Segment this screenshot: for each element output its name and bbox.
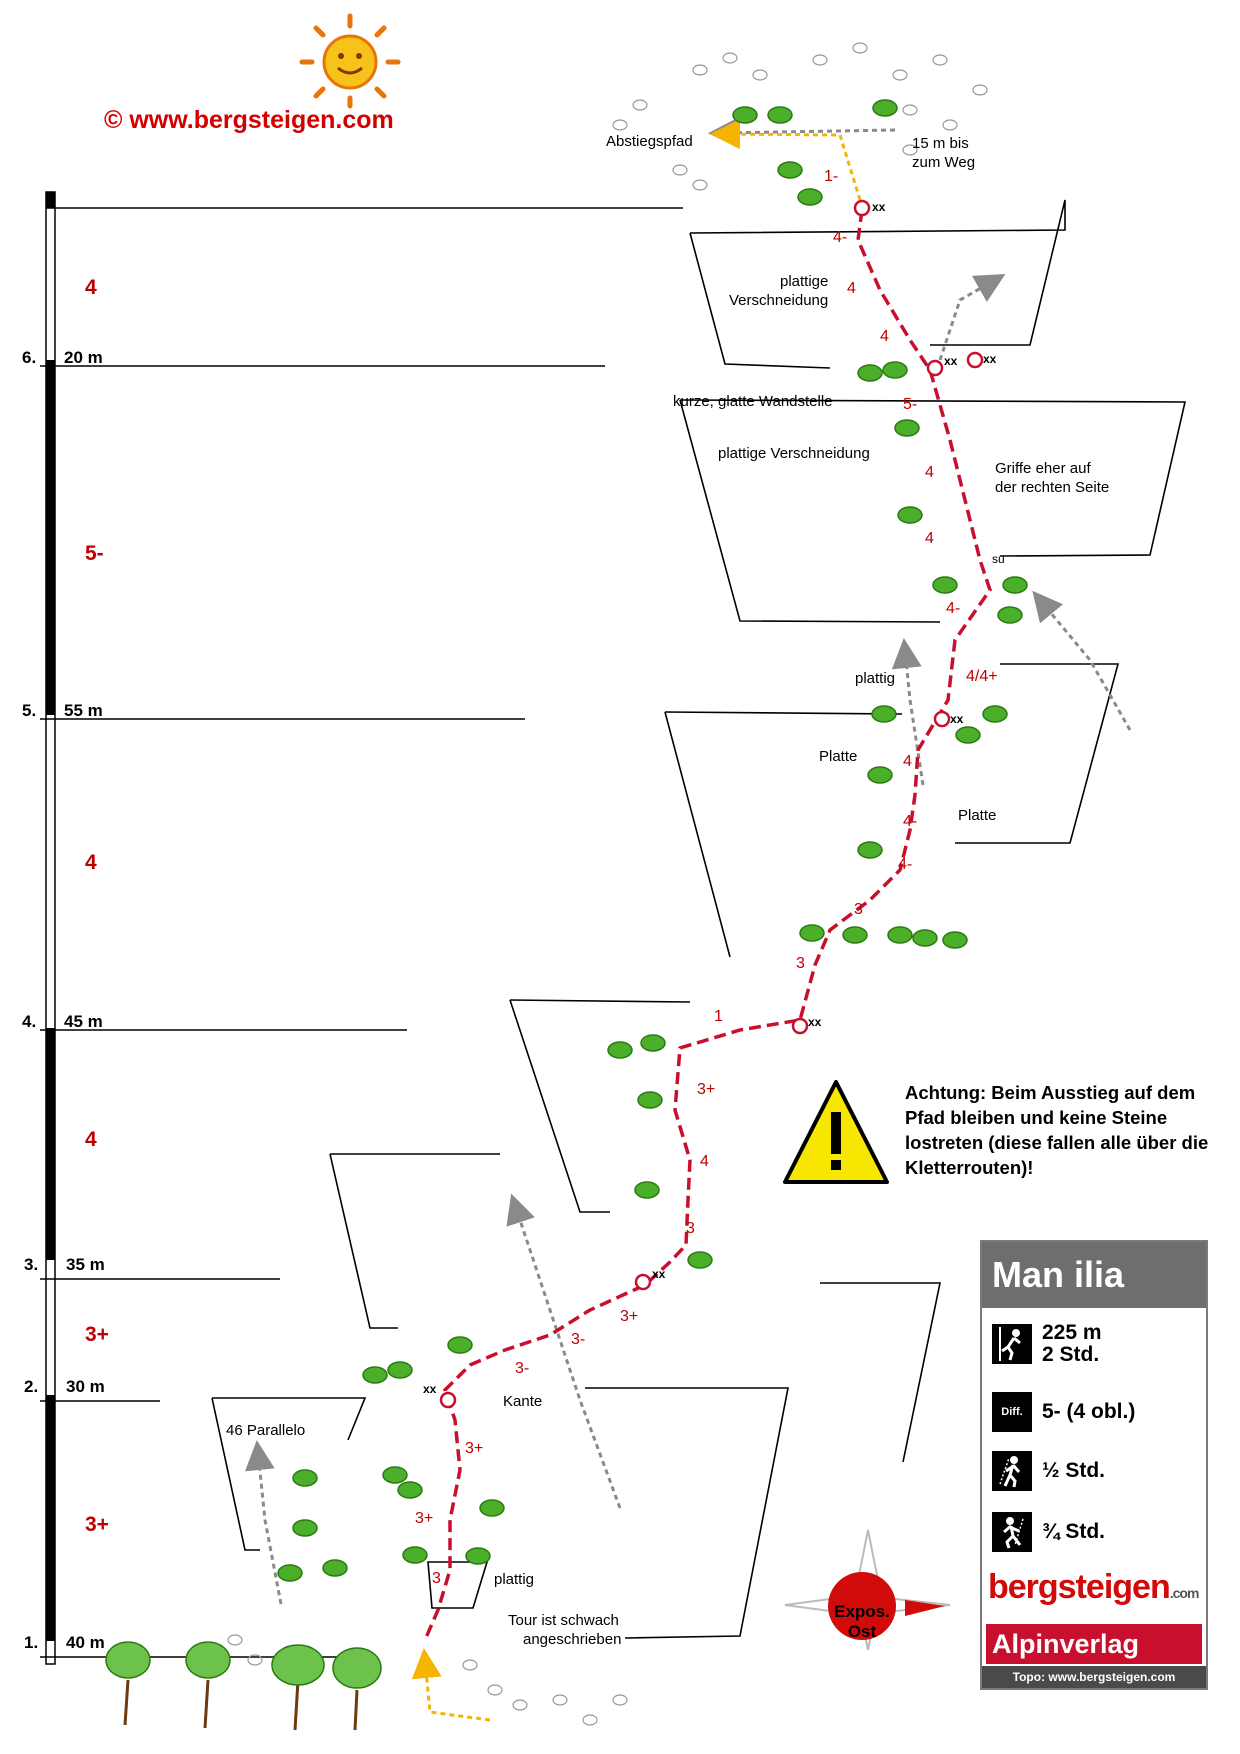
label-platte-right: Platte — [958, 807, 997, 824]
route-grade: 4 — [880, 328, 889, 345]
label-to-path-line1: 15 m bis — [912, 135, 969, 152]
pitch-length-3: 35 m — [66, 1255, 105, 1274]
route-grade: 1- — [824, 168, 839, 185]
exposure-direction: Ost — [847, 1622, 877, 1641]
pitch-number-1: 1. — [24, 1633, 39, 1652]
route-grade: 3 — [854, 901, 863, 918]
approach-row — [992, 1449, 1105, 1493]
route-grade: 4- — [946, 600, 961, 617]
anchor-label: xx — [872, 200, 886, 214]
route-grade: 4- — [898, 856, 913, 873]
route-grade: 4 — [925, 530, 934, 547]
difficulty-icon: Diff. — [992, 1392, 1032, 1432]
route-grade: 1 — [714, 1008, 723, 1025]
exposure-prefix: Expos. — [834, 1602, 890, 1621]
label-griffe-line2: der rechten Seite — [995, 479, 1110, 496]
pitch-number-2: 2. — [24, 1377, 39, 1396]
pitch-number-4: 4. — [22, 1012, 37, 1031]
brand-logo — [988, 1568, 1198, 1607]
pitch-grade-2: 3+ — [85, 1323, 109, 1346]
hiker-approach-icon — [992, 1451, 1032, 1491]
pitch-length-4: 45 m — [64, 1012, 103, 1031]
pitch-grade-6: 4 — [85, 276, 97, 299]
label-schwach-line1: Tour ist schwach — [508, 1612, 619, 1629]
label-kante: Kante — [503, 1393, 543, 1410]
label-platte-left: Platte — [819, 748, 858, 765]
pitch-number-5: 5. — [22, 701, 37, 720]
pitch-number-3: 3. — [24, 1255, 39, 1274]
route-grade: 3+ — [620, 1308, 639, 1325]
anchor-label: xx — [423, 1382, 437, 1396]
route-grade: 4 — [847, 280, 856, 297]
route-difficulty: 5- (4 obl.) — [1042, 1400, 1136, 1423]
exposure-label — [832, 1602, 892, 1642]
route-grade: 3 — [796, 955, 805, 972]
descent-time: ¾ Std. — [1042, 1520, 1106, 1543]
pitch-grade-3: 4 — [85, 1128, 97, 1151]
length-time-row — [992, 1322, 1102, 1366]
route-grade: 3+ — [465, 1440, 484, 1457]
anchor-label: xx — [652, 1267, 666, 1281]
bushes — [278, 100, 1027, 1581]
pitch-length-6: 20 m — [64, 348, 103, 367]
label-schwach-line2: angeschrieben — [523, 1631, 622, 1648]
route-length: 225 m — [1042, 1321, 1102, 1344]
pitch-length-5: 55 m — [64, 701, 103, 720]
brand-name: bergsteigen — [988, 1568, 1170, 1606]
route-grade: 4/4+ — [966, 668, 998, 685]
route-info-box — [980, 1240, 1208, 1690]
route-grade: 4 — [925, 464, 934, 481]
sun-logo-icon — [302, 16, 398, 106]
route-grade: 4- — [833, 229, 848, 246]
anchor-label: xx — [983, 352, 997, 366]
route-grade: 4 — [700, 1153, 709, 1170]
label-plattige-line1: plattige — [780, 273, 829, 290]
label-abstiegspfad: Abstiegspfad — [606, 133, 693, 150]
label-plattig-lower: plattig — [494, 1571, 535, 1588]
label-plattige-line2: Verschneidung — [729, 292, 829, 309]
anchor-label: xx — [950, 712, 964, 726]
pitch-scale-bar — [40, 192, 683, 1664]
route-grade: 3+ — [697, 1081, 716, 1098]
copyright-url[interactable]: © www.bergsteigen.com — [104, 106, 394, 134]
label-griffe-line1: Griffe eher auf — [995, 460, 1091, 477]
label-su: su — [992, 552, 1005, 566]
pitch-grade-1: 3+ — [85, 1513, 109, 1536]
pitch-length-1: 40 m — [66, 1633, 105, 1652]
label-parallelo: 46 Parallelo — [226, 1422, 306, 1439]
difficulty-row — [992, 1390, 1135, 1434]
publisher-logo: Alpinverlag — [986, 1624, 1202, 1664]
climber-icon — [992, 1324, 1032, 1364]
pitch-grade-5: 5- — [85, 542, 104, 565]
label-kurze-wandstelle: kurze, glatte Wandstelle — [673, 393, 833, 410]
warning-triangle-icon — [785, 1082, 887, 1182]
route-grade: 5- — [903, 396, 918, 413]
anchor-label: xx — [808, 1015, 822, 1029]
brand-com: .com — [1169, 1585, 1199, 1601]
route-grade: 3- — [571, 1331, 586, 1348]
route-time: 2 Std. — [1042, 1343, 1100, 1366]
descent-row — [992, 1510, 1105, 1554]
route-grade: 3 — [432, 1570, 441, 1587]
label-plattig-upper: plattig — [855, 670, 896, 687]
anchor-label: xx — [944, 354, 958, 368]
label-to-path-line2: zum Weg — [912, 154, 976, 171]
trees — [106, 1642, 381, 1730]
hiker-descent-icon — [992, 1512, 1032, 1552]
pitch-grade-4: 4 — [85, 851, 97, 874]
pitch-number-6: 6. — [22, 348, 37, 367]
approach-time: ½ Std. — [1042, 1459, 1106, 1482]
route-name: Man ilia — [982, 1242, 1206, 1308]
route-grade: 3 — [686, 1220, 695, 1237]
route-grade: 4- — [903, 813, 918, 830]
topo-footer[interactable]: Topo: www.bergsteigen.com — [982, 1666, 1206, 1688]
label-plattige-verschneidung: plattige Verschneidung — [718, 445, 870, 462]
route-grade: 3+ — [415, 1510, 434, 1527]
route-grade: 4 — [903, 753, 912, 770]
pitch-length-2: 30 m — [66, 1377, 105, 1396]
warning-text: Achtung: Beim Ausstieg auf dem Pfad bleiben und keine Steine lostreten (diese fallen alle über die Kletterrouten)! — [905, 1082, 1209, 1178]
route-grade: 3- — [515, 1360, 530, 1377]
